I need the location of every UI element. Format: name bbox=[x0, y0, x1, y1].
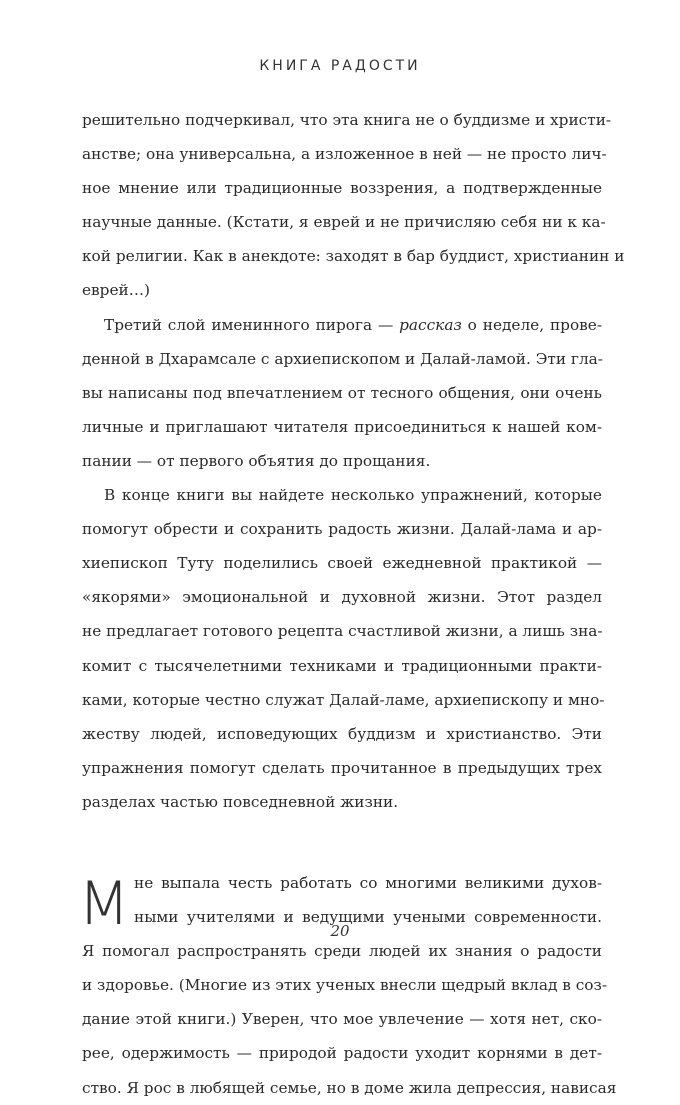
text-run: о неделе, прове- bbox=[461, 315, 602, 334]
text-line: ными учителями и ведущими учеными современности. bbox=[134, 908, 602, 927]
text-line: упражнения помогут сделать прочитанное в предыдущих трех bbox=[82, 758, 602, 777]
running-header: КНИГА РАДОСТИ bbox=[259, 58, 421, 74]
text-line: В конце книги вы найдете несколько упражнений, которые bbox=[104, 486, 602, 505]
text-line: и здоровье. (Многие из этих ученых внесли щедрый вклад в соз- bbox=[82, 976, 608, 995]
text-line: разделах частью повседневной жизни. bbox=[82, 792, 399, 811]
text-line: дание этой книги.) Уверен, что мое увлечение — хотя нет, ско- bbox=[82, 1010, 602, 1029]
text-line: анстве; она универсальна, а изложенное в ней — не просто лич- bbox=[82, 145, 607, 164]
text-line: личные и приглашают читателя присоединиться к нашей ком- bbox=[82, 417, 602, 436]
paragraph bbox=[82, 478, 605, 819]
text-line: ство. Я рос в любящей семье, но в доме жила депрессия, нависая bbox=[82, 1078, 617, 1097]
text-run: Третий слой именинного пирога — bbox=[104, 315, 400, 334]
text-line: ное мнение или традиционные воззрения, а подтвержденные bbox=[82, 179, 602, 198]
text-line bbox=[82, 308, 602, 342]
text-line: ками, которые честно служат Далай-ламе, архиепископу и мно- bbox=[82, 690, 605, 709]
text-line: решительно подчеркивал, что эта книга не о буддизме и христи- bbox=[82, 111, 612, 129]
section-break bbox=[82, 819, 602, 866]
paragraph bbox=[82, 308, 602, 478]
text-line: научные данные. (Кстати, я еврей и не причисляю себя ни к ка- bbox=[82, 213, 606, 232]
paragraph bbox=[82, 103, 625, 308]
text-line: не предлагает готового рецепта счастливой жизни, а лишь зна- bbox=[82, 622, 603, 641]
text-line: Я помогал распространять среди людей их знания о радости bbox=[82, 942, 602, 961]
text-line: денной в Дхарамсале с архиепископом и Далай-ламой. Эти гла- bbox=[82, 349, 603, 368]
paragraph-with-drop-cap bbox=[78, 866, 617, 1105]
drop-cap: М bbox=[78, 868, 130, 939]
text-line: еврей…) bbox=[82, 281, 150, 300]
page-number: 20 bbox=[330, 922, 350, 940]
text-line: помогут обрести и сохранить радость жизни. Далай-лама и ар- bbox=[82, 520, 602, 539]
text-line: рее, одержимость — природой радости уходит корнями в дет- bbox=[82, 1044, 602, 1063]
emphasis: рассказ bbox=[399, 315, 462, 334]
text-line: комит с тысячелетними техниками и традиционными практи- bbox=[82, 656, 602, 675]
page-body bbox=[78, 103, 625, 1105]
text-line: кой религии. Как в анекдоте: заходят в бар буддист, христианин и bbox=[82, 247, 625, 266]
text-line: не выпала честь работать со многими великими духов- bbox=[134, 873, 602, 892]
text-line: пании — от первого объятия до прощания. bbox=[82, 451, 431, 470]
text-line: «якорями» эмоциональной и духовной жизни. Этот раздел bbox=[82, 588, 602, 607]
text-line: вы написаны под впечатлением от тесного общения, они очень bbox=[82, 383, 602, 402]
text-line: хиепископ Туту поделились своей ежедневной практикой — bbox=[82, 554, 602, 573]
text-line: жеству людей, исповедующих буддизм и христианство. Эти bbox=[82, 724, 602, 743]
